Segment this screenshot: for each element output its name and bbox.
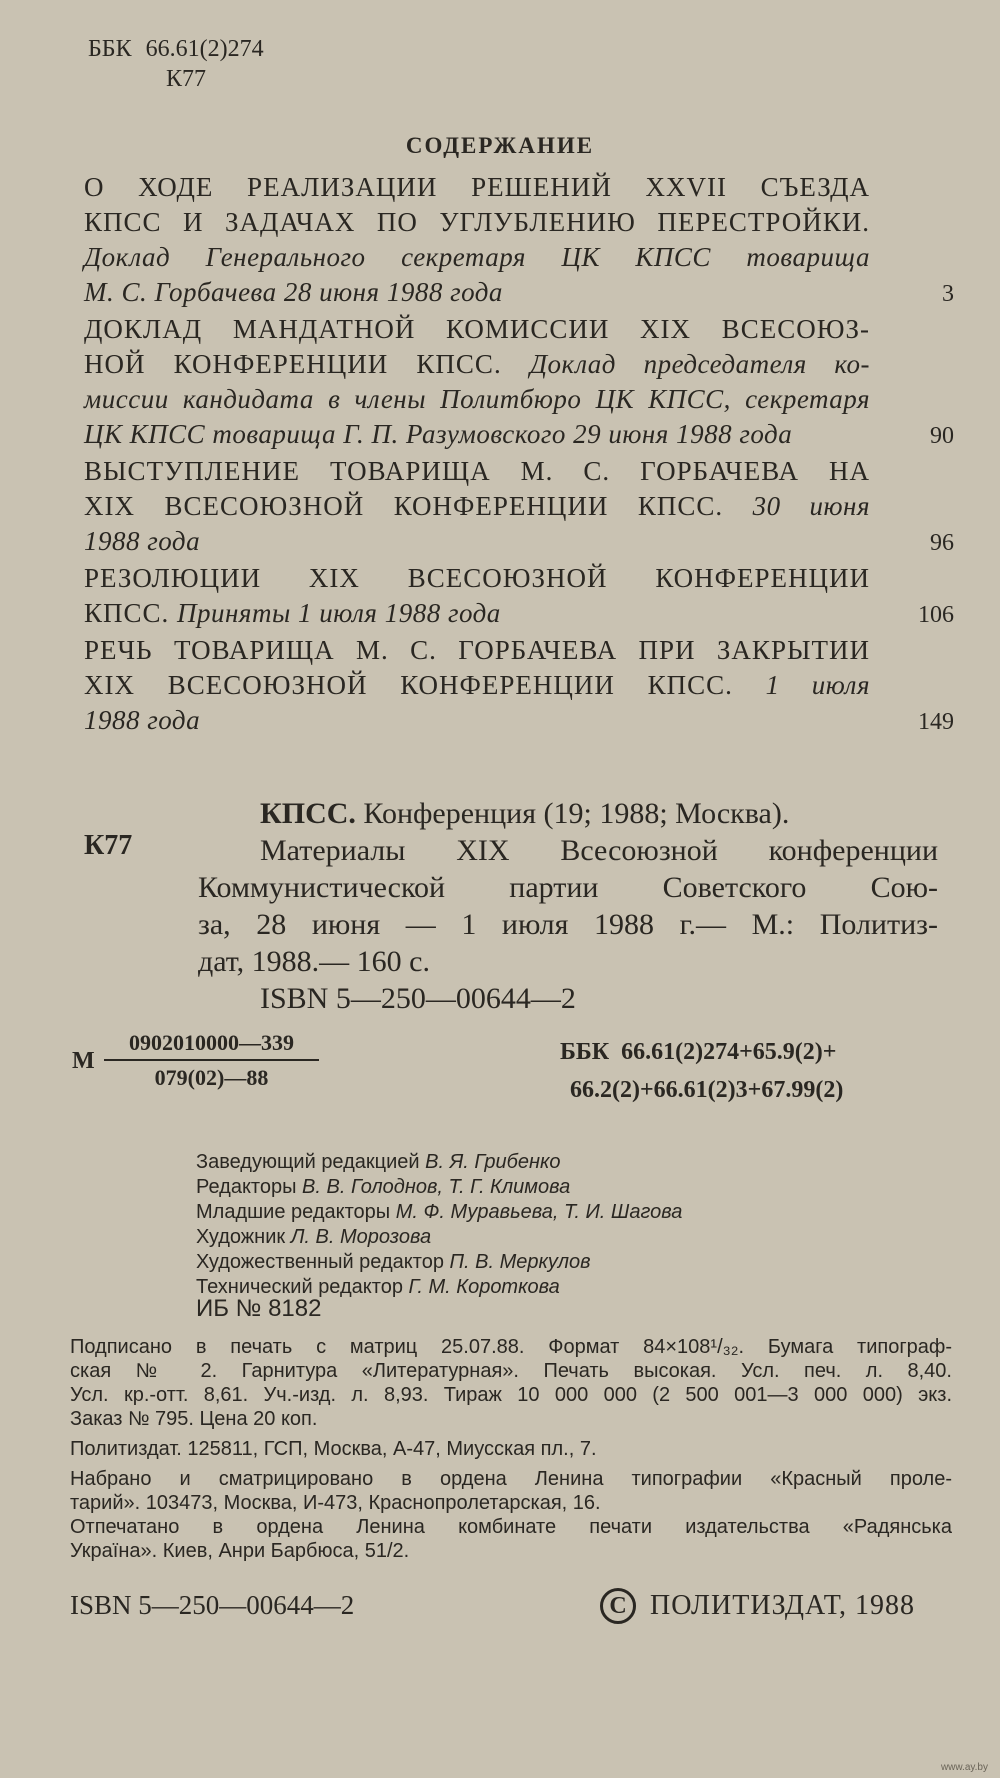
staff-role: Художник bbox=[196, 1226, 286, 1248]
toc-subtitle-text: Приняты 1 июля 1988 года bbox=[177, 598, 501, 628]
toc-entry bbox=[84, 561, 954, 631]
staff-name: В. Я. Грибенко bbox=[425, 1151, 561, 1173]
toc-heading: СОДЕРЖАНИЕ bbox=[405, 133, 595, 158]
toc-subtitle-text: 1988 года bbox=[84, 705, 201, 735]
catalog-heading bbox=[198, 795, 938, 832]
staff-role: Художественный редактор bbox=[196, 1251, 444, 1273]
copyright-icon: C bbox=[600, 1588, 636, 1624]
toc-title-text: О ХОДЕ РЕАЛИЗАЦИИ РЕШЕНИЙ XXVII СЪЕЗДА bbox=[84, 172, 870, 202]
catalog-isbn: ISBN 5—250—00644—2 bbox=[260, 982, 576, 1015]
toc-line bbox=[84, 170, 870, 205]
catalog-line: Материалы XIX Всесоюзной конференции bbox=[260, 834, 938, 867]
toc-subtitle-text: 1988 года bbox=[84, 526, 201, 556]
toc-title-text: КПСС И ЗАДАЧАХ ПО УГЛУБЛЕНИЮ ПЕРЕСТРОЙКИ. bbox=[84, 207, 870, 237]
toc-entry bbox=[84, 454, 954, 559]
publisher-name: ПОЛИТИЗДАТ, 1988 bbox=[650, 1590, 916, 1621]
staff-name: В. В. Голоднов, Т. Г. Климова bbox=[302, 1176, 571, 1198]
copyright bbox=[600, 1588, 915, 1624]
staff-name: М. Ф. Муравьева, Т. И. Шагова bbox=[395, 1201, 683, 1223]
toc-subtitle-text: миссии кандидата в члены Политбюро ЦК КПСС, секретаря bbox=[84, 384, 870, 414]
toc-line bbox=[84, 275, 870, 310]
staff-role: Технический редактор bbox=[196, 1276, 403, 1298]
toc-line bbox=[84, 633, 870, 668]
imprint-line: Усл. кр.-отт. 8,61. Уч.-изд. л. 8,93. Тираж 10 000 000 (2 500 001—3 000 000) экз. bbox=[70, 1384, 952, 1406]
staff-row bbox=[196, 1150, 682, 1175]
toc-subtitle-text: Доклад Генерального секретаря ЦК КПСС товарища bbox=[84, 242, 870, 272]
toc-subtitle-text: М. С. Горбачева 28 июня 1988 года bbox=[84, 277, 503, 307]
toc-line bbox=[84, 454, 870, 489]
author-mark: К77 bbox=[166, 66, 207, 92]
bbk-code: 66.61(2)274 bbox=[145, 36, 264, 62]
index-letter: М bbox=[72, 1048, 95, 1074]
toc-line bbox=[84, 347, 870, 382]
staff-row bbox=[196, 1175, 682, 1200]
imprint-line: Политиздат. 125811, ГСП, Москва, А-47, Миусская пл., 7. bbox=[70, 1438, 597, 1460]
staff-role: Заведующий редакцией bbox=[196, 1151, 420, 1173]
staff-row bbox=[196, 1200, 682, 1225]
toc-line bbox=[84, 668, 870, 703]
toc-subtitle-text: Доклад председателя ко- bbox=[529, 349, 871, 379]
catalog-line: за, 28 июня — 1 июля 1988 г.— М.: Политиз- bbox=[198, 908, 938, 941]
toc-entry bbox=[84, 170, 954, 310]
toc-page-number: 3 bbox=[942, 281, 954, 307]
staff-list bbox=[196, 1150, 682, 1300]
bbk-header bbox=[88, 34, 264, 94]
toc-title-text: ДОКЛАД МАНДАТНОЙ КОМИССИИ XIX ВСЕСОЮЗ- bbox=[84, 314, 870, 344]
ib-number: ИБ № 8182 bbox=[196, 1295, 322, 1322]
toc-page-number: 149 bbox=[918, 709, 954, 735]
staff-role: Редакторы bbox=[196, 1176, 297, 1198]
toc-line bbox=[84, 382, 870, 417]
toc-line bbox=[84, 240, 870, 275]
bbk-line: 66.2(2)+66.61(2)3+67.99(2) bbox=[570, 1077, 844, 1103]
toc-page-number: 106 bbox=[918, 602, 954, 628]
toc-title-text: КПСС. bbox=[84, 598, 170, 628]
staff-role: Младшие редакторы bbox=[196, 1201, 391, 1223]
imprint-line: Заказ № 795. Цена 20 коп. bbox=[70, 1408, 318, 1430]
catalog-author-mark: К77 bbox=[84, 830, 133, 861]
imprint-line: Подписано в печать с матриц 25.07.88. Формат 84×108¹/₃₂. Бумага типограф- bbox=[70, 1336, 952, 1358]
toc-entry bbox=[84, 312, 954, 452]
toc-title-text: РЕЗОЛЮЦИИ XIX ВСЕСОЮЗНОЙ КОНФЕРЕНЦИИ bbox=[84, 563, 870, 593]
bbk-label: ББК bbox=[560, 1039, 610, 1065]
toc-line bbox=[84, 417, 870, 452]
toc-title-text: НОЙ КОНФЕРЕНЦИИ КПСС. bbox=[84, 349, 502, 379]
catalog-line: Коммунистической партии Советского Сою- bbox=[198, 871, 938, 904]
toc-line bbox=[84, 312, 870, 347]
table-of-contents bbox=[84, 170, 954, 740]
catalog-heading-rest: Конференция (19; 1988; Москва). bbox=[363, 797, 790, 830]
staff-row bbox=[196, 1225, 682, 1250]
index-numerator: 0902010000—339 bbox=[104, 1030, 319, 1061]
toc-line bbox=[84, 703, 870, 738]
toc-line bbox=[84, 524, 870, 559]
imprint-line: Отпечатано в ордена Ленина комбинате печати издательства «Радянська bbox=[70, 1516, 952, 1538]
imprint bbox=[70, 1335, 952, 1563]
imprint-line: Набрано и сматрицировано в ордена Ленина типографии «Красный проле- bbox=[70, 1468, 952, 1490]
bbk-classification bbox=[560, 1033, 843, 1109]
catalog-line: дат, 1988.— 160 с. bbox=[198, 945, 430, 978]
toc-subtitle-text: ЦК КПСС товарища Г. П. Разумовского 29 июня 1988 года bbox=[84, 419, 793, 449]
bbk-line: 66.61(2)274+65.9(2)+ bbox=[621, 1039, 837, 1065]
catalog-card bbox=[198, 795, 938, 1017]
watermark: www.ay.by bbox=[940, 1762, 988, 1773]
imprint-line: Україна». Киев, Анри Барбюса, 51/2. bbox=[70, 1540, 410, 1562]
catalog-heading-bold: КПСС. bbox=[260, 797, 356, 830]
bbk-label: ББК bbox=[88, 36, 132, 62]
toc-subtitle-text: 30 июня bbox=[752, 491, 871, 521]
staff-name: Л. В. Морозова bbox=[290, 1226, 432, 1248]
toc-title-text: РЕЧЬ ТОВАРИЩА М. С. ГОРБАЧЕВА ПРИ ЗАКРЫТИИ bbox=[84, 635, 870, 665]
footer-isbn: ISBN 5—250—00644—2 bbox=[70, 1590, 355, 1620]
staff-name: Г. М. Короткова bbox=[408, 1276, 560, 1298]
toc-title-text: XIX ВСЕСОЮЗНОЙ КОНФЕРЕНЦИИ КПСС. bbox=[84, 670, 733, 700]
toc-line bbox=[84, 205, 870, 240]
index-fraction bbox=[104, 1030, 319, 1091]
toc-page-number: 90 bbox=[930, 423, 954, 449]
toc-line bbox=[84, 596, 870, 631]
toc-page-number: 96 bbox=[930, 530, 954, 556]
imprint-line: тарий». 103473, Москва, И-473, Краснопролетарская, 16. bbox=[70, 1492, 601, 1514]
toc-entry bbox=[84, 633, 954, 738]
index-denominator: 079(02)—88 bbox=[154, 1065, 269, 1090]
staff-name: П. В. Меркулов bbox=[449, 1251, 591, 1273]
toc-line bbox=[84, 489, 870, 524]
toc-subtitle-text: 1 июля bbox=[765, 670, 870, 700]
toc-title-text: XIX ВСЕСОЮЗНОЙ КОНФЕРЕНЦИИ КПСС. bbox=[84, 491, 724, 521]
toc-line bbox=[84, 561, 870, 596]
imprint-line: ская № 2. Гарнитура «Литературная». Печать высокая. Усл. печ. л. 8,40. bbox=[70, 1360, 952, 1382]
toc-title-text: ВЫСТУПЛЕНИЕ ТОВАРИЩА М. С. ГОРБАЧЕВА НА bbox=[84, 456, 870, 486]
staff-row bbox=[196, 1250, 682, 1275]
